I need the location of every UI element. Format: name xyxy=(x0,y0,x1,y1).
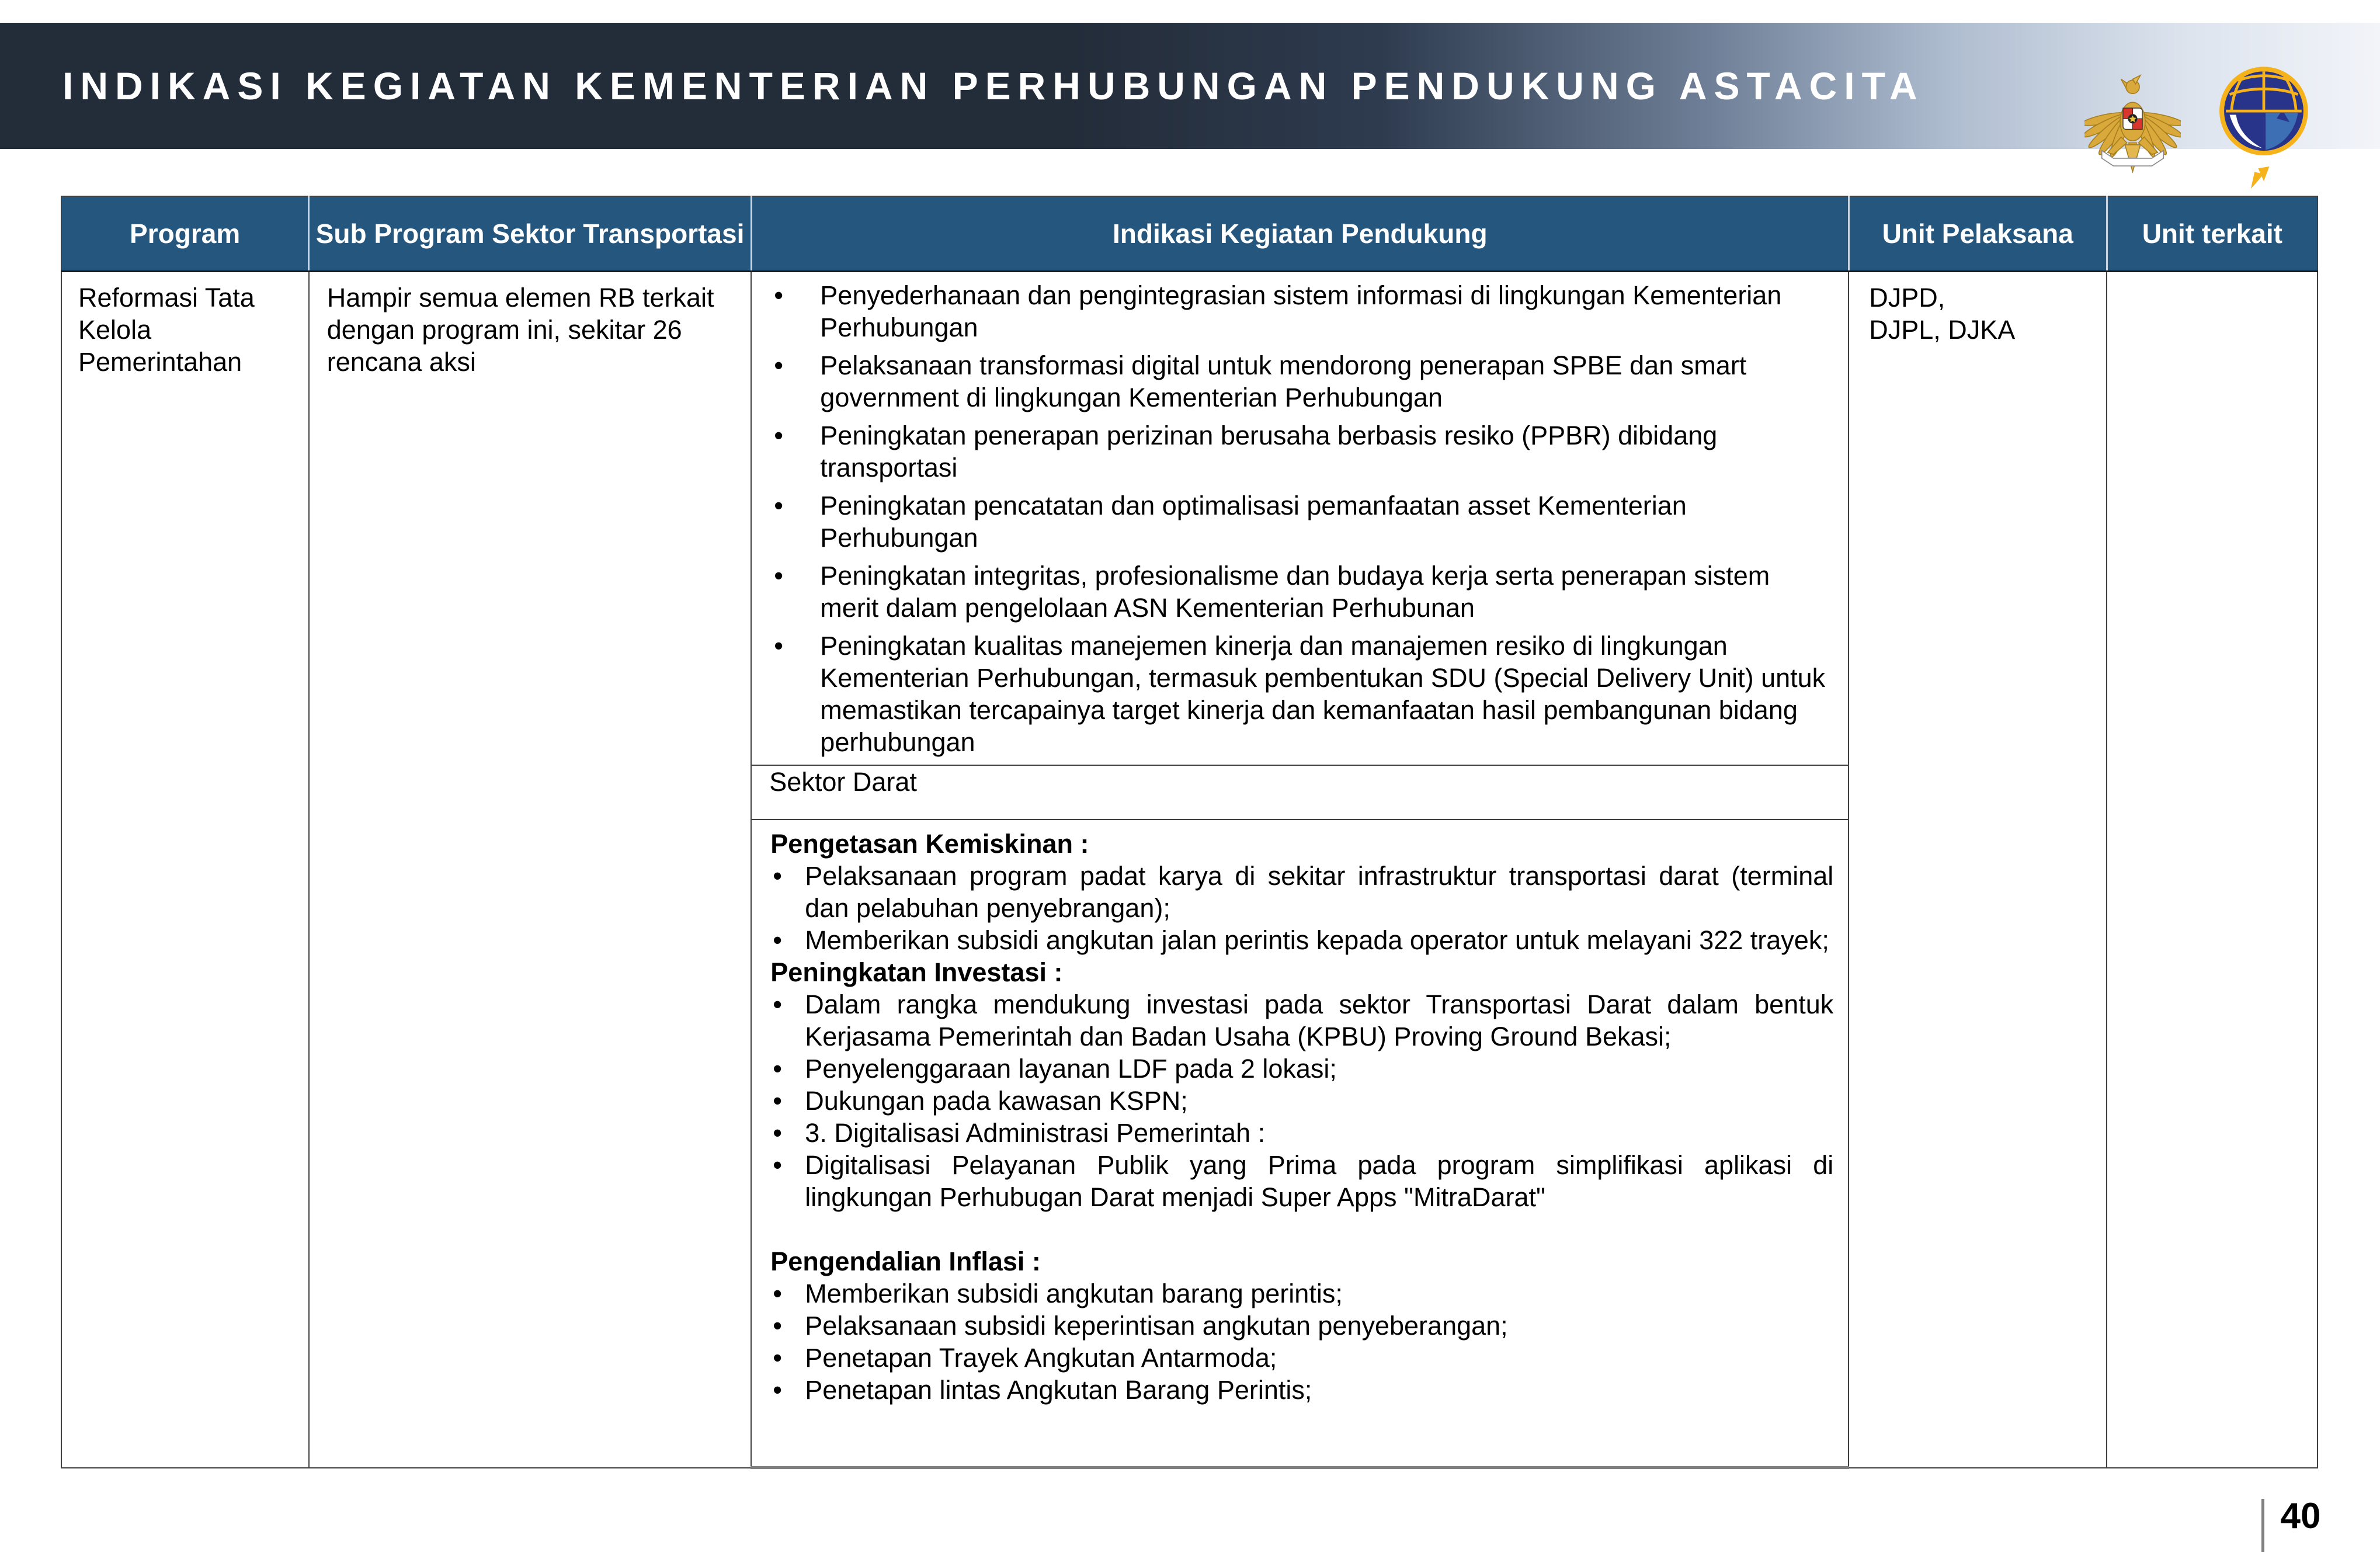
garuda-pancasila-icon xyxy=(2084,58,2181,186)
header-band xyxy=(0,23,2380,149)
cell-sektor-darat xyxy=(751,765,1849,820)
page-title: INDIKASI KEGIATAN KEMENTERIAN PERHUBUNGAN PENDUKUNG ASTACITA xyxy=(62,64,1924,107)
list-item: • Pelaksanaan program padat karya di sekitar infrastruktur transportasi darat (terminal dan pelabuhan penyebrangan); xyxy=(770,860,1833,924)
kemenhub-logo-icon xyxy=(2218,65,2310,189)
list-item: • Pelaksanaan transformasi digital untuk mendorong penerapan SPBE dan smart government di lingkungan Kementerian Perhubungan xyxy=(774,349,1833,414)
cell-indikasi-umum xyxy=(751,272,1849,765)
col-header-unit-terkait: Unit terkait xyxy=(2107,196,2318,272)
col-header-program: Program xyxy=(61,196,309,272)
page-number: 40 xyxy=(2280,1496,2321,1536)
table-row xyxy=(61,272,2318,765)
cell-sektor-darat-detail xyxy=(751,820,1849,1468)
program-text: Reformasi Tata Kelola Pemerintahan xyxy=(78,283,255,377)
list-item: • 3. Digitalisasi Administrasi Pemerintah : xyxy=(770,1117,1833,1149)
col-header-sub-program: Sub Program Sektor Transportasi xyxy=(309,196,752,272)
list-item: • Peningkatan integritas, profesionalisme dan budaya kerja serta penerapan sistem merit dalam pengelolaan ASN Kementerian Perhubunan xyxy=(774,560,1833,624)
unit-pelaksana-line: DJPD, xyxy=(1869,283,1945,313)
section-heading: Pengetasan Kemiskinan : xyxy=(770,828,1089,859)
list-item: • Memberikan subsidi angkutan barang perintis; xyxy=(770,1277,1833,1310)
list-item: • Digitalisasi Pelayanan Publik yang Prima pada program simplifikasi aplikasi di lingkungan Perhubugan Darat menjadi Super Apps "MitraDarat" xyxy=(770,1149,1833,1213)
list-item: • Penetapan lintas Angkutan Barang Perintis; xyxy=(770,1374,1833,1406)
sektor-darat-label: Sektor Darat xyxy=(769,766,917,797)
list-item: • Memberikan subsidi angkutan jalan perintis kepada operator untuk melayani 322 trayek; xyxy=(770,924,1833,956)
list-item: • Pelaksanaan subsidi keperintisan angkutan penyeberangan; xyxy=(770,1310,1833,1342)
list-item: • Penyederhanaan dan pengintegrasian sistem informasi di lingkungan Kementerian Perhubungan xyxy=(774,279,1833,343)
cell-unit-pelaksana xyxy=(1849,272,2107,1468)
cell-program xyxy=(61,272,309,1468)
col-header-indikasi: Indikasi Kegiatan Pendukung xyxy=(751,196,1849,272)
section-heading: Pengendalian Inflasi : xyxy=(770,1246,1041,1276)
astacita-table xyxy=(61,196,2318,1469)
list-item: • Dalam rangka mendukung investasi pada sektor Transportasi Darat dalam bentuk Kerjasama Pemerintah dan Badan Usaha (KPBU) Proving Ground Bekasi; xyxy=(770,988,1833,1053)
cell-sub-program xyxy=(309,272,752,1468)
section-heading: Peningkatan Investasi : xyxy=(770,957,1063,987)
list-item: • Penyelenggaraan layanan LDF pada 2 lokasi; xyxy=(770,1053,1833,1085)
list-item: • Peningkatan pencatatan dan optimalisasi pemanfaatan asset Kementerian Perhubungan xyxy=(774,489,1833,554)
list-item: • Dukungan pada kawasan KSPN; xyxy=(770,1085,1833,1117)
list-item: • Penetapan Trayek Angkutan Antarmoda; xyxy=(770,1342,1833,1374)
col-header-unit-pelaksana: Unit Pelaksana xyxy=(1849,196,2107,272)
sub-program-text: Hampir semua elemen RB terkait dengan program ini, sekitar 26 rencana aksi xyxy=(326,283,714,377)
cell-unit-terkait xyxy=(2107,272,2318,1468)
list-item: • Peningkatan kualitas manejemen kinerja dan manajemen resiko di lingkungan Kementerian Perhubungan, termasuk pembentukan SDU (Special Delivery Unit) untuk memastikan tercapainya target kinerja dan kemanfaatan hasil pembangunan bidang perhubungan xyxy=(774,630,1833,758)
unit-pelaksana-line: DJPL, DJKA xyxy=(1869,315,2016,345)
list-item: • Peningkatan penerapan perizinan berusaha berbasis resiko (PPBR) dibidang transportasi xyxy=(774,419,1833,484)
table-header-row xyxy=(61,196,2318,272)
